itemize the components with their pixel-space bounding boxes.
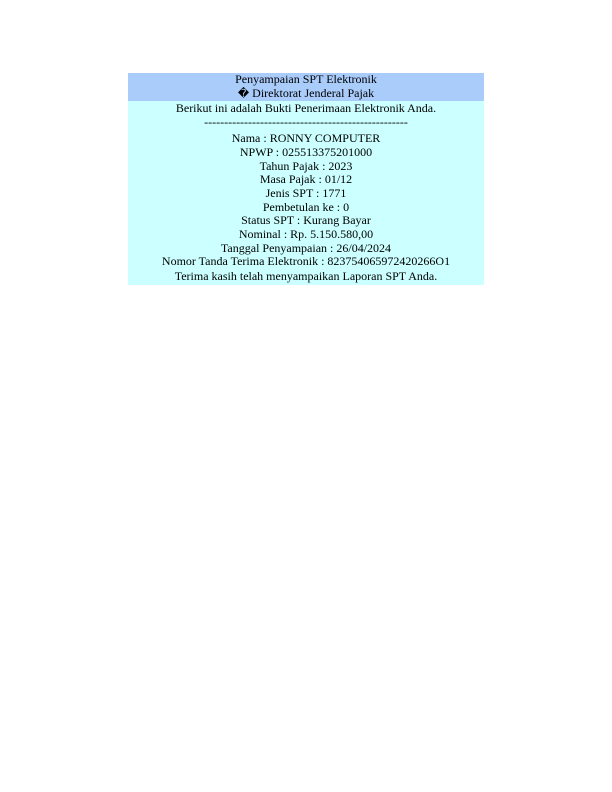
closing-text: Terima kasih telah menyampaikan Laporan SPT Anda.: [174, 269, 438, 284]
field-tahun-pajak: Tahun Pajak : 2023: [259, 158, 353, 173]
field-masa-pajak: Masa Pajak : 01/12: [259, 172, 353, 187]
receipt-subtitle-line: [128, 87, 484, 101]
field-tanggal-penyampaian: Tanggal Penyampaian : 26/04/2024: [220, 240, 392, 255]
divider-line: ---------------------------------------------------: [204, 115, 408, 130]
replacement-character-icon: �: [237, 86, 250, 100]
field-pembetulan: Pembetulan ke : 0: [262, 199, 350, 214]
receipt-subtitle: Direktorat Jenderal Pajak: [252, 85, 375, 100]
field-status-spt: Status SPT : Kurang Bayar: [241, 213, 371, 228]
receipt-body: [128, 101, 484, 284]
receipt-title: Penyampaian SPT Elektronik: [235, 72, 377, 86]
field-nomor-tanda-terima: Nomor Tanda Terima Elektronik : 823754065972420266O1: [161, 254, 451, 269]
field-nama: Nama : RONNY COMPUTER: [231, 131, 381, 146]
field-npwp: NPWP : 025513375201000: [239, 144, 373, 159]
spt-receipt: [128, 73, 484, 285]
field-jenis-spt: Jenis SPT : 1771: [265, 185, 347, 200]
receipt-header: [128, 73, 484, 101]
intro-text: Berikut ini adalah Bukti Penerimaan Elektronik Anda.: [175, 101, 437, 116]
field-nominal: Nominal : Rp. 5.150.580,00: [238, 227, 374, 242]
